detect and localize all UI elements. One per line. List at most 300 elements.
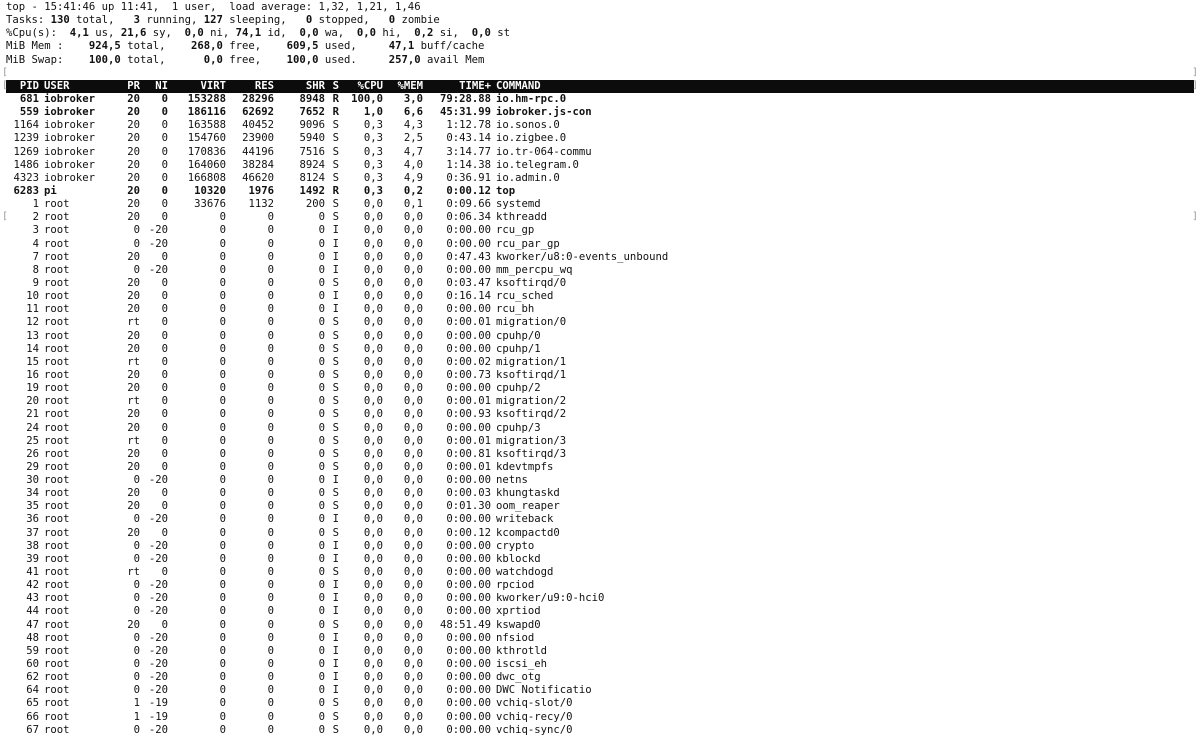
column-header-cpu[interactable]: %CPU	[357, 79, 383, 92]
state-cell: I	[332, 290, 339, 303]
process-row[interactable]	[6, 500, 1194, 513]
user-cell: root	[44, 618, 70, 631]
user-cell: root	[44, 552, 70, 565]
pid-cell: 60	[26, 658, 39, 671]
state-cell: I	[332, 539, 339, 552]
mem-cell: 0,0	[403, 697, 423, 710]
res-cell: 0	[267, 539, 274, 552]
process-row[interactable]	[6, 684, 1194, 697]
command-cell: rcu_sched	[496, 290, 554, 303]
virt-cell: 0	[219, 526, 226, 539]
cpu-cell: 0,0	[363, 211, 383, 224]
user-cell: root	[44, 566, 70, 579]
shr-cell: 0	[318, 303, 325, 316]
command-cell: DWC Notificatio	[496, 684, 592, 697]
state-cell: S	[332, 342, 339, 355]
res-cell: 0	[267, 710, 274, 723]
shr-cell: 0	[318, 723, 325, 736]
time-cell: 0:00.00	[446, 644, 491, 657]
cpu-st: 0,0	[471, 27, 491, 40]
state-cell: I	[332, 237, 339, 250]
virt-cell: 0	[219, 368, 226, 381]
shr-cell: 0	[318, 211, 325, 224]
state-cell: S	[332, 382, 339, 395]
virt-cell: 164060	[187, 158, 226, 171]
shr-cell: 0	[318, 539, 325, 552]
state-cell: S	[332, 211, 339, 224]
process-row[interactable]	[6, 172, 1194, 185]
virt-cell: 33676	[194, 198, 226, 211]
tasks-sleeping-label: sleeping,	[222, 14, 306, 27]
cpu-cell: 0,0	[363, 368, 383, 381]
priority-cell: 0	[133, 631, 140, 644]
pid-cell: 66	[26, 710, 39, 723]
command-cell: io.tr-064-commu	[496, 145, 592, 158]
pid-cell: 65	[26, 697, 39, 710]
state-cell: S	[332, 171, 339, 184]
command-cell: ksoftirqd/3	[496, 447, 567, 460]
virt-cell: 166808	[187, 171, 226, 184]
swap-avail-label: avail Mem	[420, 53, 485, 66]
time-cell: 0:00.02	[446, 355, 491, 368]
user-cell: root	[44, 631, 70, 644]
shr-cell: 0	[318, 447, 325, 460]
state-cell: S	[332, 198, 339, 211]
mem-cell: 0,0	[403, 421, 423, 434]
virt-cell: 0	[219, 605, 226, 618]
virt-cell: 0	[219, 316, 226, 329]
res-cell: 0	[267, 382, 274, 395]
process-row[interactable]	[6, 435, 1194, 448]
column-header-s[interactable]: S	[332, 79, 339, 92]
command-cell: ksoftirqd/2	[496, 408, 567, 421]
time-cell: 0:00.00	[446, 303, 491, 316]
cpu-us-label: us,	[88, 27, 121, 40]
process-row[interactable]	[6, 619, 1194, 632]
cpu-cell: 0,0	[363, 237, 383, 250]
time-cell: 0:00.00	[446, 592, 491, 605]
process-row[interactable]	[6, 330, 1194, 343]
process-row[interactable]	[6, 264, 1194, 277]
process-row[interactable]	[6, 185, 1194, 198]
cpu-cell: 0,0	[363, 342, 383, 355]
pid-cell: 16	[26, 368, 39, 381]
command-cell: cpuhp/2	[496, 382, 541, 395]
mem-cell: 0,0	[403, 355, 423, 368]
cpu-ni-label: ni,	[203, 27, 236, 40]
nice-cell: 0	[161, 92, 168, 105]
process-row[interactable]	[6, 290, 1194, 303]
shr-cell: 0	[318, 460, 325, 473]
res-cell: 44196	[242, 145, 274, 158]
command-cell: dwc_otg	[496, 671, 541, 684]
pid-cell: 2	[32, 211, 39, 224]
user-cell: root	[44, 224, 70, 237]
shr-cell: 0	[318, 368, 325, 381]
priority-cell: 20	[127, 276, 140, 289]
shr-cell: 0	[318, 710, 325, 723]
user-cell: iobroker	[44, 106, 96, 119]
state-cell: S	[332, 460, 339, 473]
res-cell: 0	[267, 276, 274, 289]
command-cell: systemd	[496, 198, 541, 211]
cpu-sy-label: sy,	[146, 27, 185, 40]
column-header-virt[interactable]: VIRT	[200, 79, 226, 92]
user-cell: root	[44, 368, 70, 381]
swap-free: 0,0	[203, 53, 223, 66]
shr-cell: 0	[318, 355, 325, 368]
res-cell: 0	[267, 290, 274, 303]
process-row[interactable]	[6, 645, 1194, 658]
shr-cell: 0	[318, 276, 325, 289]
swap-used: 100,0	[286, 53, 319, 66]
time-cell: 45:31.99	[439, 106, 491, 119]
process-row[interactable]	[6, 159, 1194, 172]
time-cell: 1:12.78	[446, 119, 491, 132]
priority-cell: 0	[133, 592, 140, 605]
command-cell: nfsiod	[496, 631, 535, 644]
command-cell: ksoftirqd/1	[496, 368, 567, 381]
cpu-cell: 0,3	[363, 145, 383, 158]
mem-line	[6, 40, 1194, 53]
virt-cell: 0	[219, 408, 226, 421]
process-row[interactable]	[6, 198, 1194, 211]
process-row[interactable]	[6, 119, 1194, 132]
nice-cell: 0	[161, 355, 168, 368]
process-row[interactable]	[6, 724, 1194, 737]
nice-cell: -20	[148, 605, 168, 618]
state-cell: S	[332, 276, 339, 289]
priority-cell: rt	[127, 434, 140, 447]
cpu-cell: 0,3	[363, 184, 383, 197]
res-cell: 0	[267, 500, 274, 513]
process-row[interactable]	[6, 343, 1194, 356]
column-header-user[interactable]: USER	[44, 79, 70, 92]
shr-cell: 8124	[299, 171, 325, 184]
res-cell: 0	[267, 224, 274, 237]
time-cell: 0:00.00	[446, 710, 491, 723]
nice-cell: -19	[148, 697, 168, 710]
virt-cell: 153288	[187, 92, 226, 105]
priority-cell: 20	[127, 106, 140, 119]
process-row[interactable]	[6, 487, 1194, 500]
process-table	[6, 93, 1194, 737]
nice-cell: -19	[148, 710, 168, 723]
mem-cell: 0,0	[403, 631, 423, 644]
command-cell: io.zigbee.0	[496, 132, 567, 145]
res-cell: 0	[267, 631, 274, 644]
state-cell: I	[332, 605, 339, 618]
priority-cell: 20	[127, 303, 140, 316]
cpu-cell: 0,3	[363, 158, 383, 171]
shr-cell: 0	[318, 316, 325, 329]
process-row[interactable]	[6, 448, 1194, 461]
mem-buff: 47,1	[388, 40, 415, 53]
process-row[interactable]	[6, 592, 1194, 605]
mem-total-label: total,	[120, 40, 191, 53]
swap-total-label: total,	[120, 53, 204, 66]
state-cell: I	[332, 263, 339, 276]
process-row[interactable]	[6, 146, 1194, 159]
res-cell: 0	[267, 644, 274, 657]
mem-cell: 4,0	[403, 158, 423, 171]
priority-cell: 20	[127, 526, 140, 539]
process-row[interactable]	[6, 632, 1194, 645]
shr-cell: 0	[318, 605, 325, 618]
process-row[interactable]	[6, 356, 1194, 369]
process-row[interactable]	[6, 579, 1194, 592]
priority-cell: rt	[127, 566, 140, 579]
virt-cell: 0	[219, 500, 226, 513]
command-cell: kthrotld	[496, 644, 548, 657]
state-cell: I	[332, 474, 339, 487]
res-cell: 1132	[248, 198, 274, 211]
priority-cell: 20	[127, 487, 140, 500]
cpu-cell: 0,0	[363, 566, 383, 579]
shr-cell: 8948	[299, 92, 325, 105]
process-row[interactable]	[6, 461, 1194, 474]
process-row[interactable]	[6, 474, 1194, 487]
process-row[interactable]	[6, 369, 1194, 382]
process-row[interactable]	[6, 527, 1194, 540]
column-header-mem[interactable]: %MEM	[397, 79, 423, 92]
column-header-pr[interactable]: PR	[127, 79, 140, 92]
virt-cell: 0	[219, 250, 226, 263]
process-row[interactable]	[6, 513, 1194, 526]
priority-cell: 0	[133, 579, 140, 592]
mem-cell: 0,0	[403, 250, 423, 263]
cpu-sy: 21,6	[120, 27, 147, 40]
nice-cell: 0	[161, 184, 168, 197]
pid-cell: 62	[26, 671, 39, 684]
shr-cell: 0	[318, 329, 325, 342]
command-cell: io.telegram.0	[496, 158, 579, 171]
command-cell: iobroker.js-con	[496, 106, 592, 119]
cpu-prefix: %Cpu(s):	[6, 27, 70, 40]
mem-free: 268,0	[190, 40, 223, 53]
pid-cell: 1164	[13, 119, 39, 132]
res-cell: 0	[267, 250, 274, 263]
cpu-cell: 0,0	[363, 552, 383, 565]
user-cell: iobroker	[44, 158, 96, 171]
pid-cell: 25	[26, 434, 39, 447]
process-row[interactable]	[6, 211, 1194, 224]
virt-cell: 0	[219, 224, 226, 237]
command-cell: cpuhp/0	[496, 329, 541, 342]
nice-cell: 0	[161, 526, 168, 539]
process-row[interactable]	[6, 238, 1194, 251]
time-cell: 0:00.81	[446, 447, 491, 460]
command-cell: khungtaskd	[496, 487, 560, 500]
res-cell: 0	[267, 684, 274, 697]
nice-cell: 0	[161, 447, 168, 460]
cpu-hi: 0,0	[356, 27, 376, 40]
pid-cell: 1	[32, 198, 39, 211]
column-header-command[interactable]: COMMAND	[496, 79, 541, 92]
state-cell: I	[332, 552, 339, 565]
state-cell: S	[332, 158, 339, 171]
pid-cell: 42	[26, 579, 39, 592]
process-row[interactable]	[6, 93, 1194, 106]
state-cell: R	[332, 106, 339, 119]
pid-cell: 59	[26, 644, 39, 657]
process-row[interactable]	[6, 711, 1194, 724]
mem-free-label: free,	[222, 40, 287, 53]
column-header-res[interactable]: RES	[254, 79, 274, 92]
mem-cell: 0,0	[403, 552, 423, 565]
user-cell: root	[44, 513, 70, 526]
cpu-st-label: st	[490, 27, 510, 40]
shr-cell: 0	[318, 618, 325, 631]
cpu-cell: 0,0	[363, 684, 383, 697]
process-row[interactable]	[6, 251, 1194, 264]
cpu-cell: 0,0	[363, 329, 383, 342]
user-cell: root	[44, 684, 70, 697]
res-cell: 28296	[242, 92, 274, 105]
command-cell: vchiq-recy/0	[496, 710, 573, 723]
cpu-cell: 0,0	[363, 290, 383, 303]
process-row[interactable]	[6, 106, 1194, 119]
uptime-line: top - 15:41:46 up 11:41, 1 user, load average: 1,32, 1,21, 1,46	[6, 1, 421, 13]
user-cell: root	[44, 329, 70, 342]
command-cell: migration/1	[496, 355, 567, 368]
time-cell: 0:00.00	[446, 723, 491, 736]
shr-cell: 0	[318, 224, 325, 237]
process-row[interactable]	[6, 277, 1194, 290]
column-header-time[interactable]: TIME+	[459, 79, 491, 92]
virt-cell: 0	[219, 684, 226, 697]
process-row[interactable]	[6, 553, 1194, 566]
res-cell: 0	[267, 316, 274, 329]
pid-cell: 38	[26, 539, 39, 552]
nice-cell: 0	[161, 290, 168, 303]
user-cell: pi	[44, 184, 57, 197]
cpu-si-label: si,	[433, 27, 472, 40]
time-cell: 0:06.34	[446, 211, 491, 224]
process-row[interactable]	[6, 671, 1194, 684]
cpu-cell: 0,0	[363, 592, 383, 605]
process-row[interactable]	[6, 303, 1194, 316]
process-row[interactable]	[6, 422, 1194, 435]
nice-cell: -20	[148, 592, 168, 605]
process-row[interactable]	[6, 224, 1194, 237]
pid-cell: 8	[32, 263, 39, 276]
user-cell: root	[44, 382, 70, 395]
priority-cell: 20	[127, 198, 140, 211]
pid-cell: 35	[26, 500, 39, 513]
priority-cell: 0	[133, 539, 140, 552]
res-cell: 0	[267, 329, 274, 342]
nice-cell: 0	[161, 408, 168, 421]
priority-cell: 20	[127, 171, 140, 184]
mem-cell: 0,2	[403, 184, 423, 197]
shr-cell: 0	[318, 290, 325, 303]
process-row[interactable]	[6, 408, 1194, 421]
time-cell: 0:09.66	[446, 198, 491, 211]
nice-cell: 0	[161, 171, 168, 184]
time-cell: 0:47.43	[446, 250, 491, 263]
command-cell: rcu_par_gp	[496, 237, 560, 250]
pid-cell: 67	[26, 723, 39, 736]
priority-cell: 0	[133, 237, 140, 250]
pid-cell: 24	[26, 421, 39, 434]
state-cell: S	[332, 526, 339, 539]
nice-cell: 0	[161, 145, 168, 158]
process-row[interactable]	[6, 566, 1194, 579]
mem-cell: 6,6	[403, 106, 423, 119]
mem-cell: 0,0	[403, 408, 423, 421]
pid-cell: 681	[19, 92, 39, 105]
process-row[interactable]	[6, 395, 1194, 408]
res-cell: 38284	[242, 158, 274, 171]
process-row[interactable]	[6, 658, 1194, 671]
pid-cell: 10	[26, 290, 39, 303]
column-header-ni[interactable]: NI	[155, 79, 168, 92]
cpu-si: 0,2	[414, 27, 434, 40]
pid-cell: 34	[26, 487, 39, 500]
command-cell: migration/2	[496, 395, 567, 408]
process-row[interactable]	[6, 316, 1194, 329]
process-row[interactable]	[6, 697, 1194, 710]
swap-free-label: free,	[222, 53, 287, 66]
process-row[interactable]	[6, 540, 1194, 553]
cpu-cell: 0,0	[363, 618, 383, 631]
user-cell: root	[44, 697, 70, 710]
user-cell: root	[44, 526, 70, 539]
nice-cell: 0	[161, 211, 168, 224]
column-header-pid[interactable]: PID	[19, 79, 39, 92]
mem-cell: 0,0	[403, 316, 423, 329]
process-row[interactable]	[6, 605, 1194, 618]
mem-cell: 0,0	[403, 368, 423, 381]
time-cell: 0:00.00	[446, 342, 491, 355]
time-cell: 0:00.73	[446, 368, 491, 381]
time-cell: 3:14.77	[446, 145, 491, 158]
command-cell: vchiq-slot/0	[496, 697, 573, 710]
time-cell: 0:00.00	[446, 684, 491, 697]
priority-cell: rt	[127, 395, 140, 408]
column-header-shr[interactable]: SHR	[305, 79, 325, 92]
state-cell: S	[332, 697, 339, 710]
virt-cell: 0	[219, 342, 226, 355]
command-cell: cpuhp/1	[496, 342, 541, 355]
priority-cell: 20	[127, 250, 140, 263]
shr-cell: 200	[305, 198, 325, 211]
mem-cell: 2,5	[403, 132, 423, 145]
cpu-cell: 0,0	[363, 605, 383, 618]
shr-cell: 0	[318, 526, 325, 539]
command-cell: crypto	[496, 539, 535, 552]
state-cell: S	[332, 447, 339, 460]
process-row[interactable]	[6, 132, 1194, 145]
virt-cell: 0	[219, 263, 226, 276]
command-cell: kswapd0	[496, 618, 541, 631]
mem-cell: 0,0	[403, 382, 423, 395]
process-row[interactable]	[6, 382, 1194, 395]
mem-used-label: used,	[318, 40, 389, 53]
priority-cell: 0	[133, 552, 140, 565]
time-cell: 0:00.93	[446, 408, 491, 421]
time-cell: 0:00.03	[446, 487, 491, 500]
mem-cell: 4,3	[403, 119, 423, 132]
shr-cell: 8924	[299, 158, 325, 171]
pid-cell: 48	[26, 631, 39, 644]
cpu-cell: 0,3	[363, 119, 383, 132]
nice-cell: 0	[161, 316, 168, 329]
time-cell: 0:00.01	[446, 395, 491, 408]
terminal-window[interactable]	[6, 1, 1194, 737]
cpu-cell: 0,3	[363, 171, 383, 184]
